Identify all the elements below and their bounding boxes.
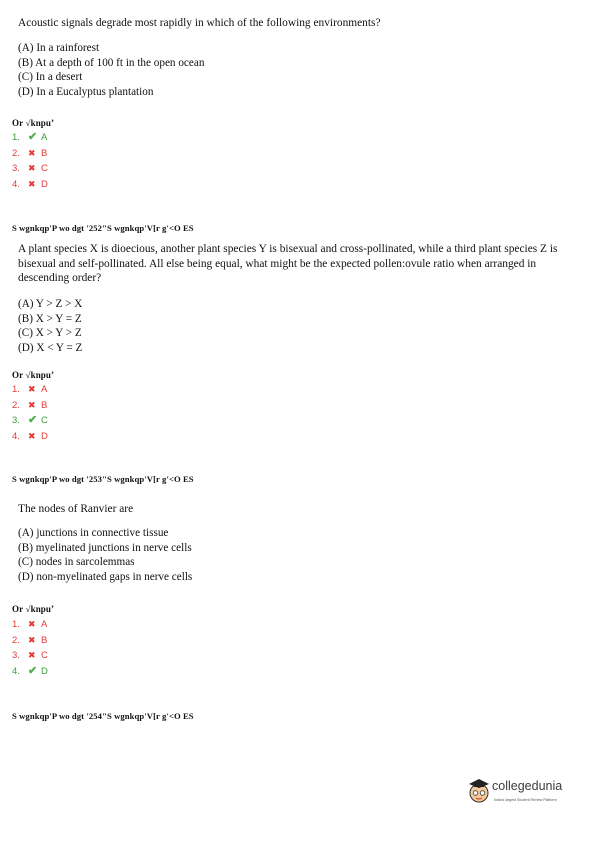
cross-icon: ✖ [28,650,36,660]
question-1-options [18,41,204,99]
question-2-choices [12,382,48,444]
question-2-options [18,297,82,355]
options-label: Or √knpu’ [12,118,55,128]
collegedunia-logo [468,776,578,810]
cross-icon: ✖ [28,399,36,410]
choice-letter: C [41,163,48,174]
cross-icon: ✖ [28,163,36,173]
logo-wordmark: collegedunia [492,779,563,793]
choice-letter: B [41,634,48,646]
option-a: (A) junctions in connective tissue [18,527,169,539]
options-label: Or √knpu’ [12,370,55,380]
choice-d [12,429,48,445]
check-icon: ✔ [28,131,38,143]
option-d: (D) X < Y = Z [18,341,83,354]
choice-b [12,633,48,649]
choice-number: 1. [12,132,20,143]
cross-icon: ✖ [28,430,36,441]
option-a: (A) Y > Z > X [18,298,83,310]
question-3-options [18,526,192,584]
check-icon: ✔ [28,664,38,677]
cross-icon: ✖ [28,147,36,158]
choice-letter: A [41,384,48,395]
question-1-choices [12,130,48,192]
choice-number: 2. [12,399,20,411]
choice-number: 4. [12,430,20,442]
option-c: (C) X > Y > Z [18,327,82,340]
choice-letter: C [41,650,48,661]
option-b: (B) At a depth of 100 ft in the open ocean [18,56,205,69]
choice-number: 2. [12,147,20,159]
option-d: (D) In a Eucalyptus plantation [18,85,154,98]
choice-b [12,146,48,162]
choice-number: 1. [12,384,20,395]
choice-c [12,413,48,429]
option-c: (C) nodes in sarcolemmas [18,556,135,569]
choice-letter: D [41,665,48,677]
choice-a [12,617,48,633]
option-b: (B) myelinated junctions in nerve cells [18,541,192,554]
choice-number: 3. [12,650,20,661]
question-2-header: S wgnkqp'P wo dgt '252"S wgnkqp'V[r g'<O ES [12,223,194,233]
choice-letter: B [41,399,48,411]
choice-b [12,398,48,414]
choice-letter: B [41,147,48,159]
choice-a [12,130,48,146]
cross-icon: ✖ [28,178,36,189]
option-b: (B) X > Y = Z [18,312,82,325]
choice-letter: C [41,415,48,426]
choice-letter: D [41,430,48,442]
option-c: (C) In a desert [18,71,83,84]
choice-letter: A [41,132,48,143]
choice-a [12,382,48,398]
cross-icon: ✖ [28,619,36,629]
choice-number: 4. [12,178,20,190]
option-d: (D) non-myelinated gaps in nerve cells [18,570,193,583]
choice-number: 3. [12,163,20,174]
logo-tagline: India's largest Student Review Platform [494,798,557,802]
choice-c [12,161,48,177]
options-label: Or √knpu’ [12,604,55,614]
choice-number: 3. [12,415,20,426]
cross-icon: ✖ [28,634,36,645]
question-3-choices [12,617,48,679]
option-a: (A) In a rainforest [18,42,100,54]
choice-number: 2. [12,634,20,646]
question-3-header: S wgnkqp'P wo dgt '253"S wgnkqp'V[r g'<O ES [12,474,194,484]
question-3-text: The nodes of Ranvier are [18,503,134,515]
question-2-text: A plant species X is dioecious, another plant species Y is bisexual and cross-pollinated, while a third plant species Z is bisexual and self-pollinated. All else being equal, what might be the expected pollen:ovule ratio when arranged in descending order? [18,243,558,285]
choice-letter: A [41,619,48,630]
choice-number: 1. [12,619,20,630]
choice-d [12,177,48,193]
check-icon: ✔ [28,414,38,426]
choice-number: 4. [12,665,20,677]
choice-c [12,648,48,664]
graduate-icon [468,778,490,804]
question-1-text: Acoustic signals degrade most rapidly in which of the following environments? [18,17,381,29]
question-4-header: S wgnkqp'P wo dgt '254"S wgnkqp'V[r g'<O ES [12,711,194,721]
choice-letter: D [41,178,48,190]
choice-d [12,664,48,680]
cross-icon: ✖ [28,384,36,394]
